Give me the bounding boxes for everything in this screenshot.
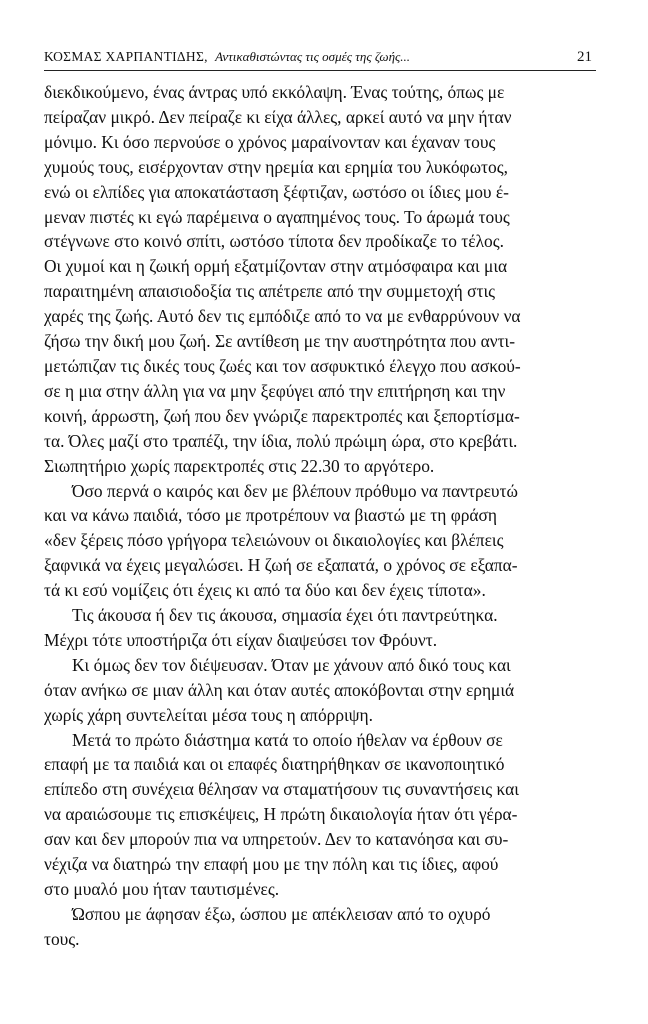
body-text: [44, 80, 596, 952]
running-header: [44, 48, 596, 71]
paragraph-4: Κι όμως δεν τον διέψευσαν. Όταν με χάνουν από δικό τους και όταν ανήκω σε μιαν άλλη και όταν αυτές αποκόβονται στην ερημιά χωρίς χάρη συντελείται μέσα τους η απόρριψη.: [44, 654, 515, 725]
paragraph-5: Μετά το πρώτο διάστημα κατά το οποίο ήθελαν να έρθουν σε επαφή με τα παιδιά και οι επαφές διατηρήθηκαν σε ικανοποιητικό επίπεδο στη συνέχεια θέλησαν να σταματήσουν τις συναντήσεις και να αραιώσουμε τις επισκέψεις, Η πρώτη δικαιολογία ήταν ότι γέρα- σαν και δεν μπορούν πια να υπηρετούν. Δεν το κατανόησα και συ- νέχιζα να διατηρώ την επαφή μου με την πόλη και τις ίδιες, αφού στο μυαλό μου ήταν ταυτισμένες.: [44, 729, 519, 899]
paragraph-1: διεκδικούμενο, ένας άντρας υπό εκκόλαψη. Ένας τούτης, όπως με πείραζαν μικρό. Δεν πείραζε κι είχα άλλες, αρκεί αυτό να μην ήταν μόνιμο. Κι όσο περνούσε ο χρόνος μαραίνονταν και έχαναν τους χυμούς τους, εισέρχονταν στην ηρεμία και ερημία του λυκόφωτος, ενώ οι ελπίδες για αποκατάσταση ξέφτιζαν, ωστόσο οι ίδιες μου έ- μεναν πιστές κι εγώ παρέμεινα ο αγαπημένος τους. Το άρωμά τους στέγνωνε στο κοινό σπίτι, ωστόσο τίποτα δεν προδίκαζε το τέλος. Οι χυμοί και η ζωική ορμή εξατμίζονταν στην ατμόσφαιρα και μια παραιτημένη απαισιοδοξία τις απέτρεπε από την συμμετοχή στις χαρές της ζωής. Αυτό δεν τις εμπόδιζε από το να με ενθαρρύνουν να ζήσω την δική μου ζωή. Σε αντίθεση με την αυστηρότητα που αντι- μετώπιζαν τις δικές τους ζωές και τον ασφυκτικό έλεγχο που ασκού- σε η μια στην άλλη για να μην ξεφύγει από την επιτήρηση και την κοινή, άρρωστη, ζωή που δεν γνώριζε παρεκτροπές και ξεπορτίσμα- τα. Όλες μαζί στο τραπέζι, την ίδια, πολύ πρώιμη ώρα, στο κρεβάτι. Σιωπητήριο χωρίς παρεκτροπές στις 22.30 το αργότερο.: [44, 82, 521, 476]
book-page: [44, 48, 596, 952]
header-author: ΚΟΣΜΑΣ ΧΑΡΠΑΝΤΙΔΗΣ,: [44, 49, 208, 64]
header-left: [44, 48, 410, 66]
paragraph-6: Ώσπου με άφησαν έξω, ώσπου με απέκλεισαν από το οχυρό τους.: [44, 903, 491, 949]
header-book-title: Αντικαθιστώντας τις οσμές της ζωής...: [215, 49, 411, 64]
paragraph-2: Όσο περνά ο καιρός και δεν με βλέπουν πρόθυμο να παντρευτώ και να κάνω παιδιά, τόσο με προτρέπουν να βιαστώ με τη φράση «δεν ξέρεις πόσο γρήγορα τελειώνουν οι δικαιολογίες και βλέπεις ξαφνικά να έχεις μεγαλώσει. Η ζωή σε εξαπατά, ο χρόνος σε εξαπα- τά κι εσύ νομίζεις ότι έχεις κι από τα δύο και δεν έχεις τίποτα».: [44, 480, 518, 601]
page-number: 21: [577, 49, 592, 65]
paragraph-3: Τις άκουσα ή δεν τις άκουσα, σημασία έχει ότι παντρεύτηκα. Μέχρι τότε υποστήριζα ότι είχαν διαψεύσει τον Φρόυντ.: [44, 605, 498, 650]
